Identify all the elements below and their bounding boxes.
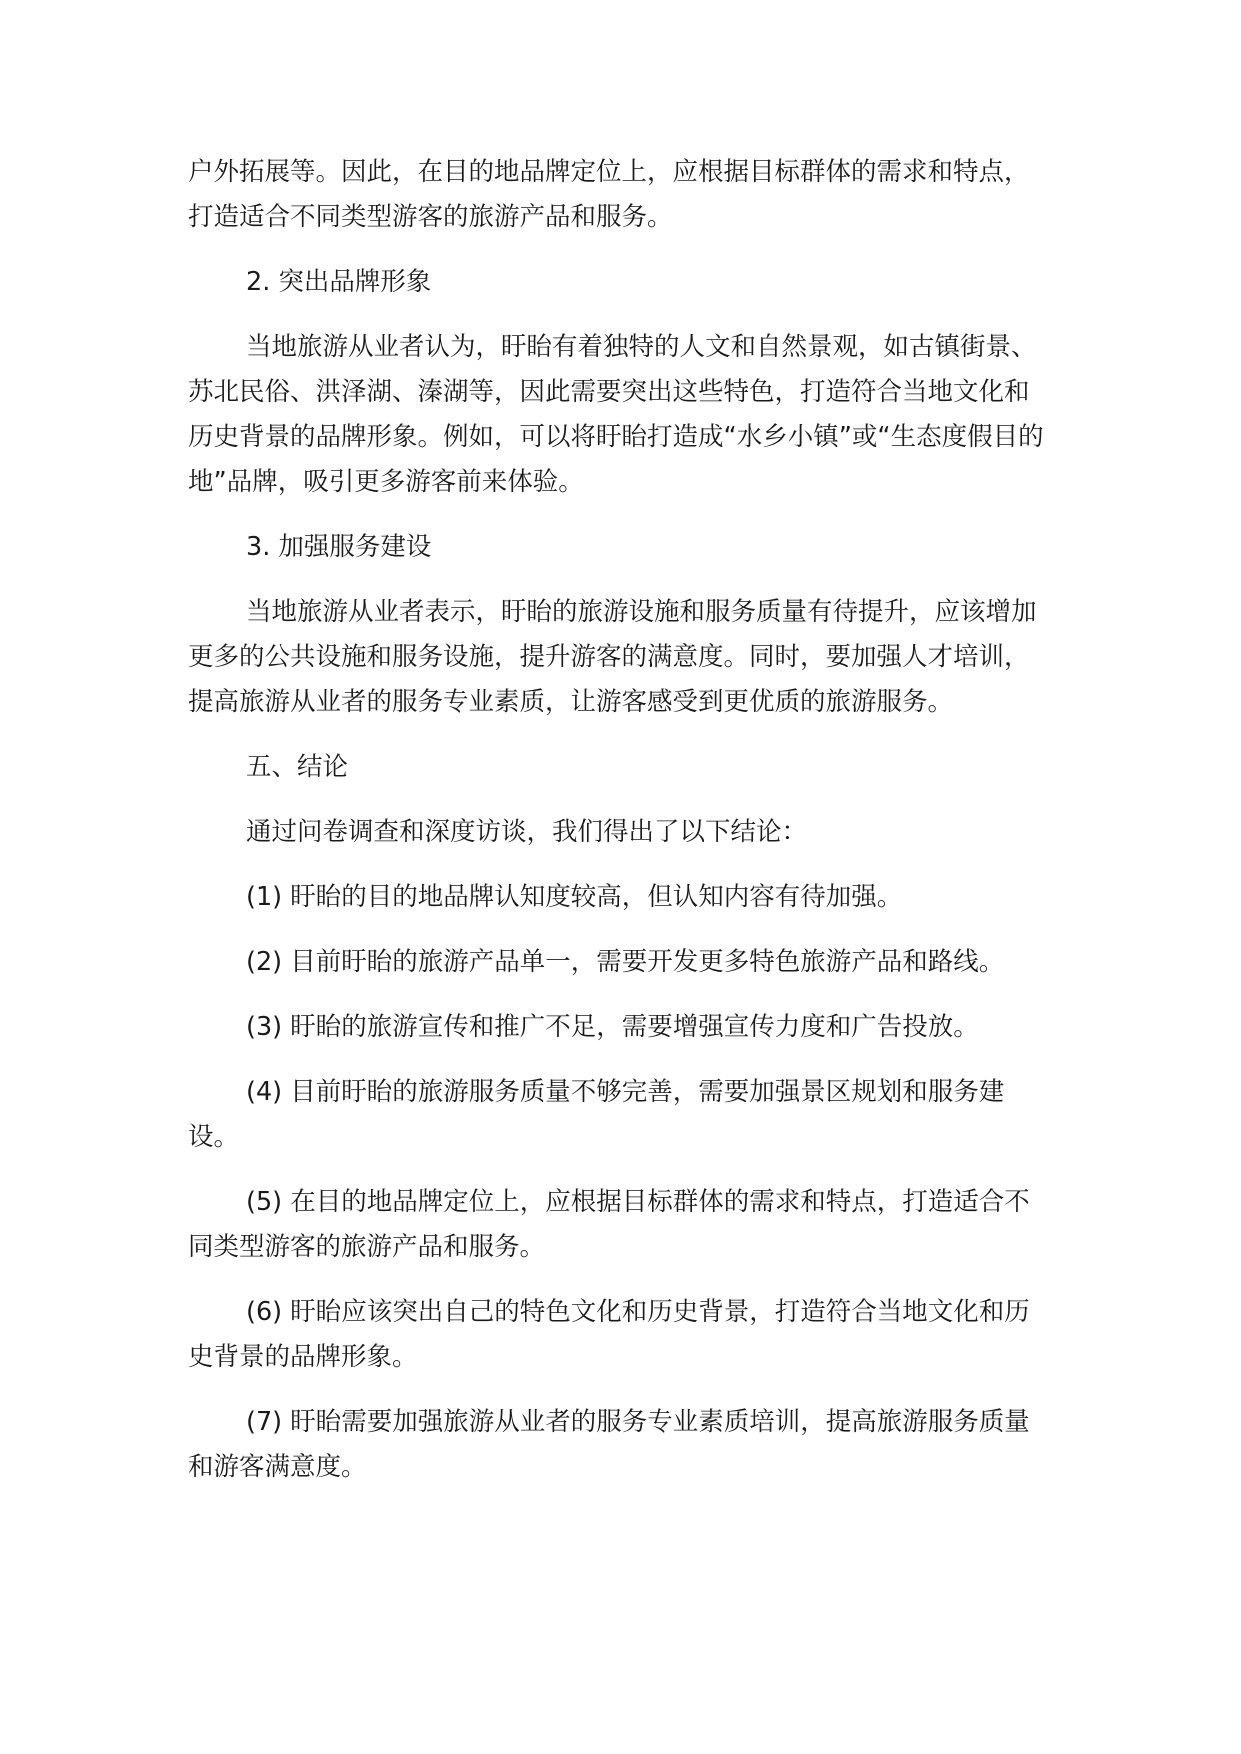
conclusion-item-6: (6) 盱眙应该突出自己的特色文化和历史背景，打造符合当地文化和历史背景的品牌形象。 — [188, 1297, 1030, 1372]
paragraph-service-building: 当地旅游从业者表示，盱眙的旅游设施和服务质量有待提升，应该增加更多的公共设施和服务设施，提升游客的满意度。同时，要加强人才培训，提高旅游从业者的服务专业素质，让游客感受到更优质的旅游服务。 — [188, 597, 1037, 717]
paragraph-conclusion-intro: 通过问卷调查和深度访谈，我们得出了以下结论： — [246, 817, 808, 847]
conclusion-item-4: (4) 目前盱眙的旅游服务质量不够完善，需要加强景区规划和服务建设。 — [188, 1077, 1005, 1152]
document-body — [188, 150, 1053, 1510]
section-heading-brand-image: 2. 突出品牌形象 — [246, 267, 432, 297]
section-heading-conclusion: 五、结论 — [246, 752, 349, 782]
section-heading-service-building: 3. 加强服务建设 — [246, 532, 432, 562]
conclusion-item-2: (2) 目前盱眙的旅游产品单一，需要开发更多特色旅游产品和路线。 — [246, 947, 1005, 977]
paragraph-intro-continuation: 户外拓展等。因此，在目的地品牌定位上，应根据目标群体的需求和特点，打造适合不同类型游客的旅游产品和服务。 — [188, 157, 1030, 232]
conclusion-item-1: (1) 盱眙的目的地品牌认知度较高，但认知内容有待加强。 — [246, 882, 903, 912]
paragraph-brand-image: 当地旅游从业者认为，盱眙有着独特的人文和自然景观，如古镇街景、苏北民俗、洪泽湖、溱湖等，因此需要突出这些特色，打造符合当地文化和历史背景的品牌形象。例如，可以将盱眙打造成“水乡小镇”或“生态度假目的地”品牌，吸引更多游客前来体验。 — [188, 332, 1044, 497]
conclusion-item-3: (3) 盱眙的旅游宣传和推广不足，需要增强宣传力度和广告投放。 — [246, 1012, 979, 1042]
conclusion-item-7: (7) 盱眙需要加强旅游从业者的服务专业素质培训，提高旅游服务质量和游客满意度。 — [188, 1407, 1030, 1482]
conclusion-item-5: (5) 在目的地品牌定位上，应根据目标群体的需求和特点，打造适合不同类型游客的旅游产品和服务。 — [188, 1187, 1030, 1262]
